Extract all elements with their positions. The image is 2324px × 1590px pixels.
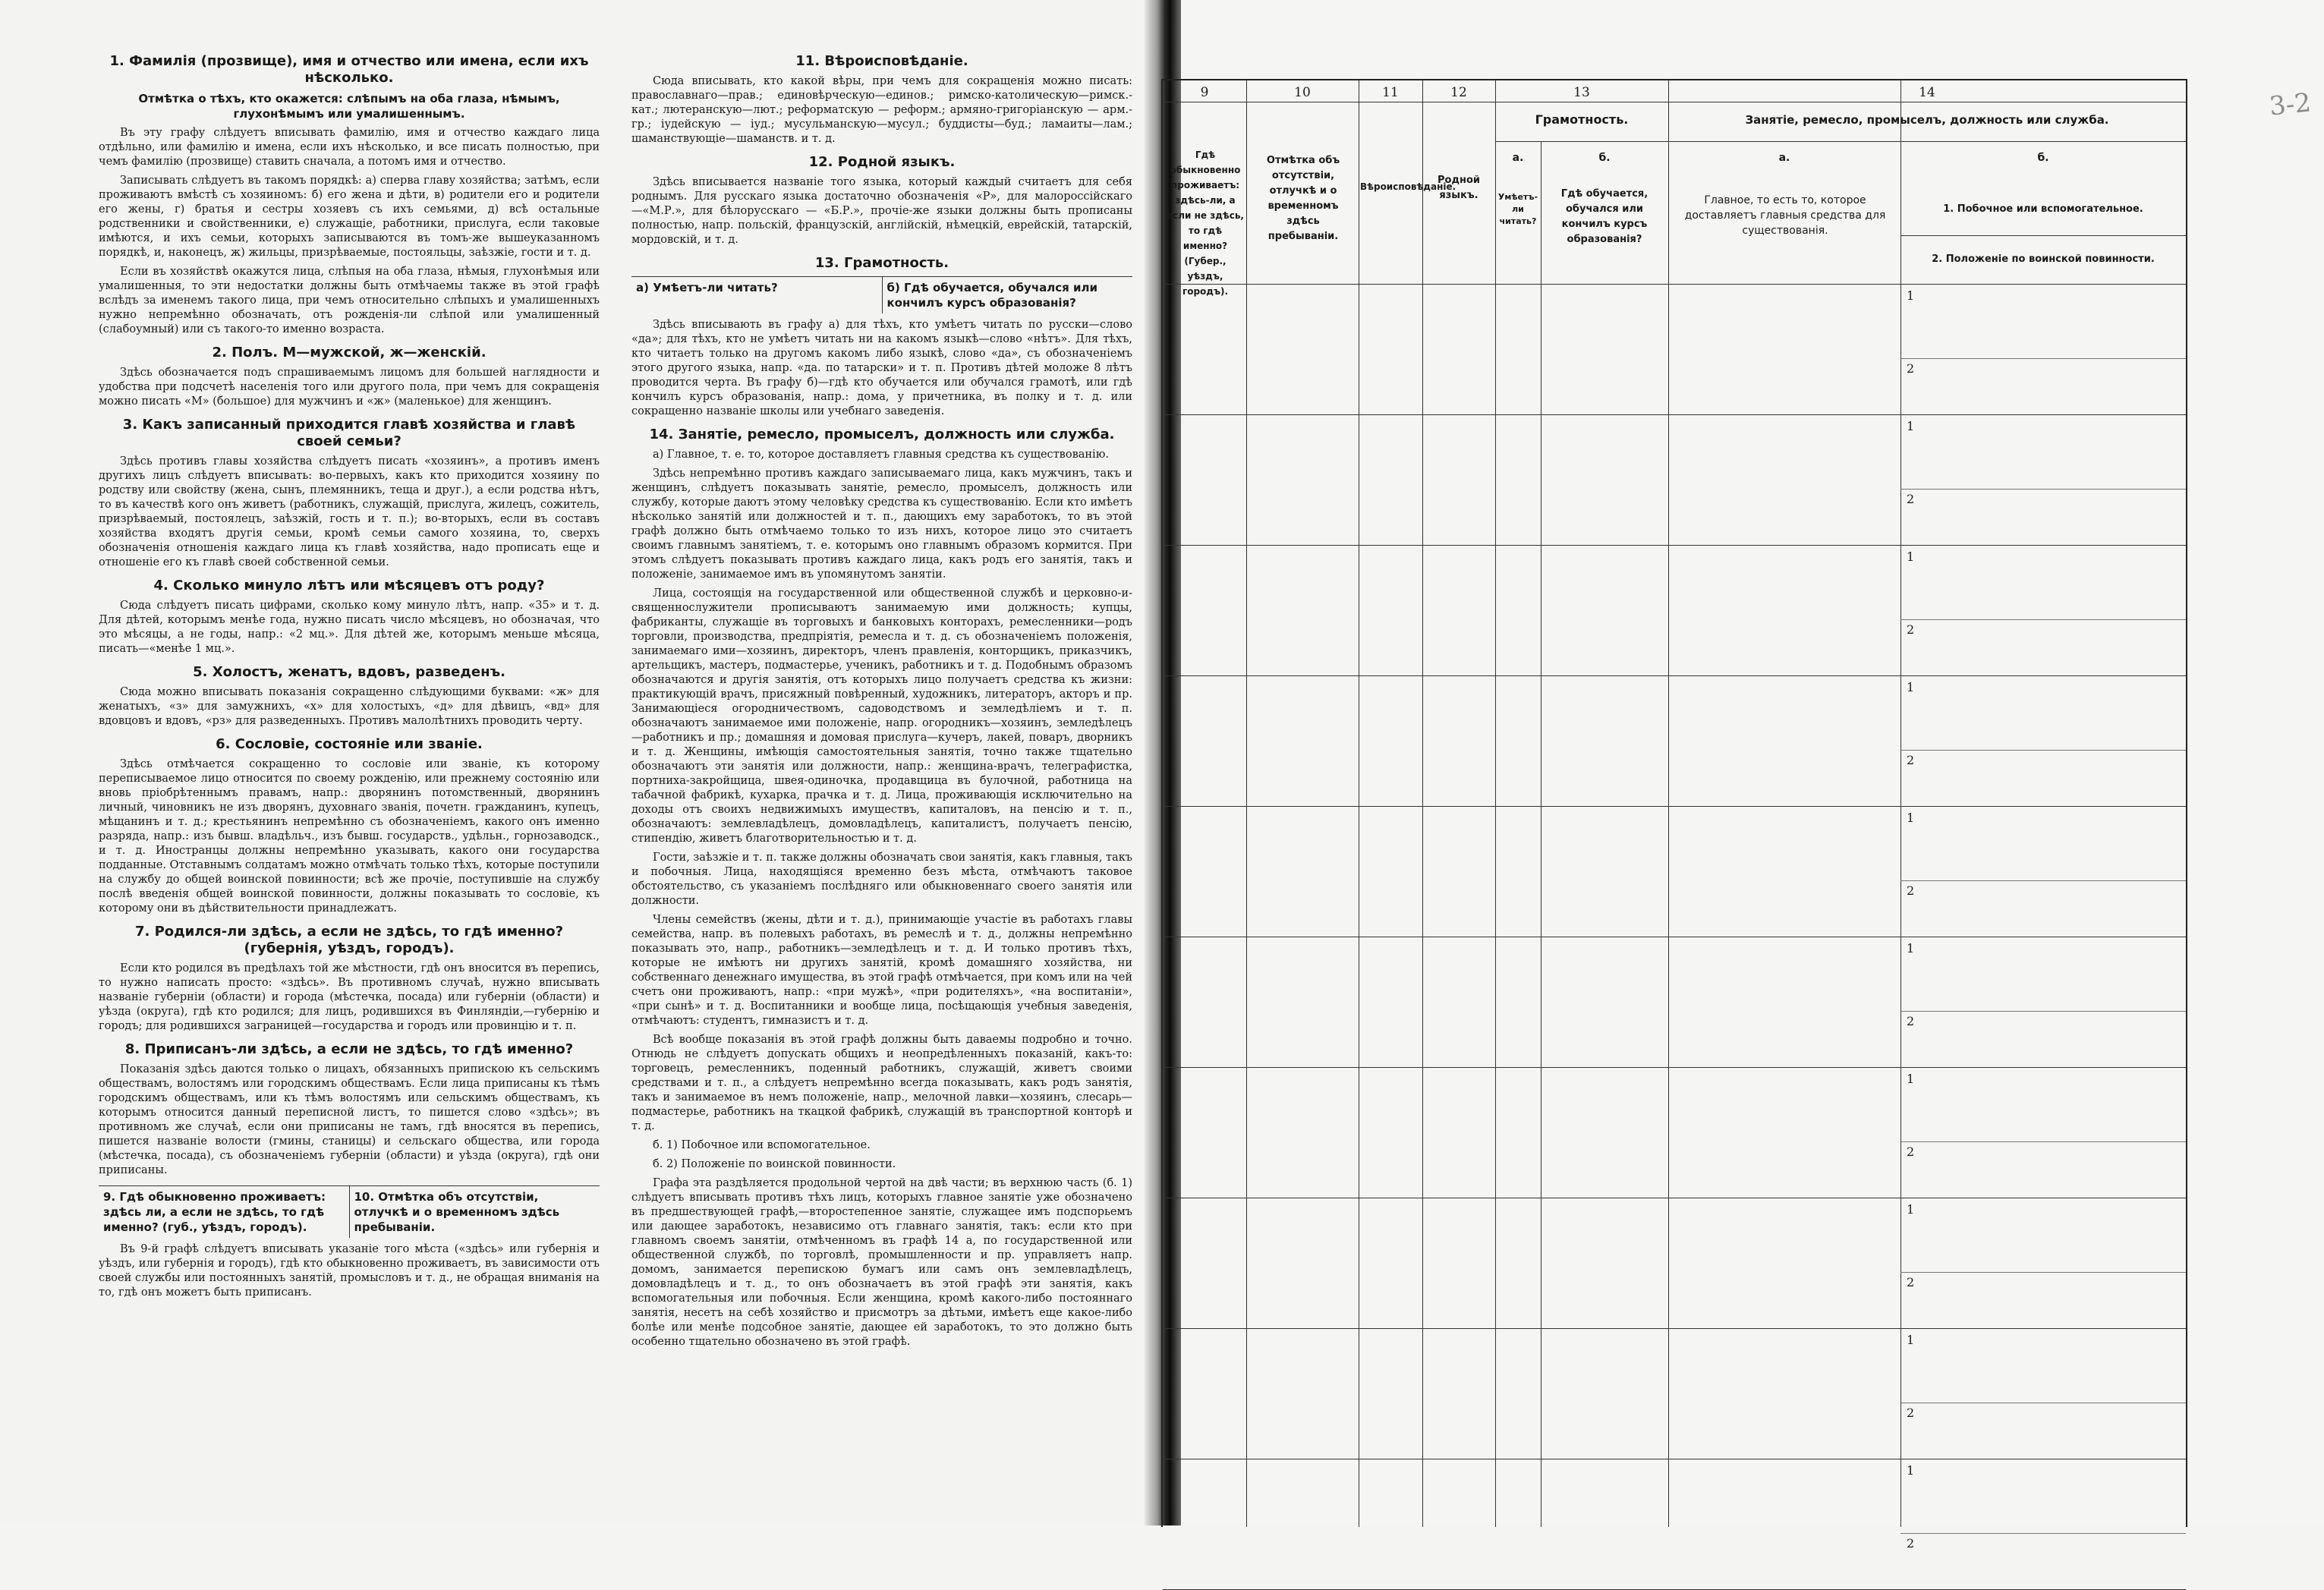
row-rule [1163, 414, 2186, 415]
header-rule [1900, 235, 2186, 236]
row-sub-label: 1 [1907, 811, 1915, 825]
instruction-section [631, 154, 1132, 247]
column-divider [1495, 80, 1496, 1527]
section-title: 7. Родился-ли здѣсь, а если не здѣсь, то гдѣ именно? (губернія, уѣздъ, городъ). [134, 924, 564, 956]
row-subrule [1900, 1011, 2186, 1012]
header-col10: Отмѣтка объ отсутствіи, отлучкѣ и о временномъ здѣсь пребываніи. [1266, 155, 1340, 242]
row-sub-label: 2 [1907, 492, 1915, 506]
row-rule [1163, 1328, 2186, 1329]
col-number-13: 13 [1573, 85, 1590, 100]
instruction-section [99, 1185, 600, 1300]
instruction-section [99, 53, 600, 337]
instruction-section [99, 417, 600, 570]
section-paragraph: Здѣсь вписывается названіе того языка, который каждый считаетъ для себя роднымъ. Для русскаго языка достаточно обозначенія «Р», для малороссійскаго—«М.Р.», для бѣлорусскаго — «Б.Р.», прочіе-же языки должны быть прописаны полностью, напр. польскій, французскій, англійскій, нѣмецкій, еврейскій, татарскій, мордовскій, и т. д. [631, 176, 1132, 246]
row-rule [1163, 675, 2186, 676]
row-sub-label: 1 [1907, 1463, 1915, 1478]
header-col12: Родной языкъ. [1438, 175, 1480, 201]
census-form-table [1161, 79, 2187, 1551]
instructions-column-left [99, 53, 600, 1308]
row-subrule [1900, 1141, 2186, 1142]
instruction-section [99, 345, 600, 409]
header-col13a: Умѣетъ-ли читать? [1497, 192, 1538, 226]
section-paragraph: Сюда вписывать, кто какой вѣры, при чемъ для сокращенія можно писать: православнаго—прав.; единовѣрческую—единов.; римско-католическую—римск.-кат.; лютеранскую—лют.; реформатскую — реформ.; армяно-григоріанскую — арм.-гр.; іудейскую — іуд.; мусульманскую—мусул.; буддисты—буд.; ламаиты—лам.; шаманствующіе—шаманств. и т. д. [631, 75, 1132, 145]
row-sub-label: 1 [1907, 549, 1915, 564]
header-col14a-label: а. [1778, 152, 1790, 164]
section-paragraph: Записывать слѣдуетъ въ такомъ порядкѣ: а) сперва главу хозяйства; затѣмъ, если проживаютъ вмѣстѣ съ хозяиномъ: б) его жена и дѣти, в) родители его и родители его жены, г) братья и сестры хозяевъ съ ихъ семьями, д) всѣ остальные родственники и свойственники, е) служащіе, работники, прислуга, если таковые имѣются, и ихъ семьи, которыхъ записываются въ томъ-же вышеуказанномъ порядкѣ, и, наконецъ, ж) жильцы, призрѣваемые, постояльцы, заѣзжіе, гости и т. д. [99, 175, 600, 259]
row-subrule [1900, 1272, 2186, 1273]
instruction-section [631, 427, 1132, 1349]
margin-pencil-note: 3-2 [2268, 87, 2313, 122]
section-title: 13. Грамотность. [814, 255, 949, 271]
row-sub-label: 2 [1907, 1275, 1915, 1289]
header-col9: Гдѣ обыкновенно проживаетъ: здѣсь-ли, а если не здѣсь, то гдѣ именно? (Губер., уѣздъ, городъ). [1167, 150, 1244, 297]
row-sub-label: 1 [1907, 1072, 1915, 1086]
section-paragraph: Гости, заѣзжіе и т. п. также должны обозначать свои занятія, какъ главныя, такъ и побочныя. Лица, находящіяся временно безъ мѣста, отмѣчаютъ таковое обстоятельство, съ указаніемъ послѣдняго или обыкновеннаго своего занятія или должности. [631, 852, 1132, 907]
section-title: 14. Занятіе, ремесло, промыселъ, должность или служба. [649, 427, 1115, 442]
section-paragraph: б. 1) Побочное или вспомогательное. [653, 1139, 871, 1151]
row-sub-label: 2 [1907, 1014, 1915, 1028]
row-subrule [1900, 619, 2186, 620]
header-col14b2: 2. Положеніе по воинской повинности. [1932, 253, 2155, 265]
row-sub-label: 1 [1907, 1333, 1915, 1347]
section-paragraph: Показанія здѣсь даются только о лицахъ, обязанныхъ припискою къ сельскимъ обществамъ, волостямъ или городскимъ обществамъ. Если лица приписаны къ тѣмъ городскимъ обществамъ, или къ тѣмъ волостямъ или сельскимъ обществамъ, къ которымъ относится данный переписной листъ, то пишется слово «здѣсь»; въ противномъ же случаѣ, если они приписаны не тамъ, гдѣ вносятся въ перепись, пишется названіе волости (гмины, станицы) и сельскаго общества, или города (мѣстечка, посада), съ обозначеніемъ губерніи (области) и уѣзда (округа), гдѣ они приписаны. [99, 1063, 600, 1176]
section-paragraph: Члены семействъ (жены, дѣти и т. д.), принимающіе участіе въ работахъ главы семейства, напр. въ полевыхъ работахъ, въ ремеслѣ и т. д., должны непремѣнно показывать это, напр., работникъ—земледѣлецъ и т. д. И только противъ тѣхъ, которые не имѣютъ ни другихъ занятій, кромѣ домашняго хозяйства, ни собственнаго денежнаго имущества, въ этой графѣ отмѣчается, при комъ или на чей счетъ они проживаютъ, напр.: «при мужѣ», «при родителяхъ», «на воспитаніи», «при сынѣ» и т. д. Воспитанники и вообще лица, посѣщающія учебныя заведенія, отмѣчаютъ: студентъ, гимназистъ и т. д. [631, 914, 1132, 1027]
row-rule [1163, 806, 2186, 807]
row-sub-label: 2 [1907, 1144, 1915, 1159]
section-paragraph: Въ эту графу слѣдуетъ вписывать фамилію, имя и отчество каждаго лица отдѣльно, или фамилію и имена, если ихъ нѣсколько, и все писать полностью, при чемъ фамилію (прозвище) ставить сначала, а потомъ имя и отчество. [99, 127, 600, 168]
column-divider [1246, 80, 1247, 1527]
section-paragraph: Если въ хозяйствѣ окажутся лица, слѣпыя на оба глаза, нѣмыя, глухонѣмыя или умалишенныя, то эти недостатки должны быть отмѣчаемы также въ этой графѣ вслѣдъ за именемъ такого лица, при чемъ относительно слѣпыхъ и умалишенныхъ нужно непремѣнно обозначать, отъ рожденія-ли слѣпой или умалишенный (слабоумный) или съ такого-то именно возраста. [99, 266, 600, 335]
section-title: 11. Вѣроисповѣданіе. [795, 53, 968, 69]
row-sub-label: 1 [1907, 680, 1915, 694]
row-rule [1163, 545, 2186, 546]
section-paragraph: Всѣ вообще показанія въ этой графѣ должны быть даваемы подробно и точно. Отнюдь не слѣдуетъ допускать общихъ и неопредѣленныхъ показаній, какъ-то: торговецъ, ремесленникъ, поденный работникъ, служащій, живетъ своими средствами и т. п., а слѣдуетъ непремѣнно всегда показывать, какъ родъ занятія, такъ и занимаемое въ немъ положеніе, напр., мелочной лавки—хозяинъ, слесарь—подмастерье, работникъ на ткацкой фабрикѣ, служащій въ транспортной конторѣ и т. д. [631, 1034, 1132, 1132]
section-title: 5. Холостъ, женатъ, вдовъ, разведенъ. [193, 664, 505, 680]
section-title: 12. Родной языкъ. [808, 154, 956, 170]
row-sub-label: 1 [1907, 1202, 1915, 1217]
section-paragraph: Здѣсь отмѣчается сокращенно то сословіе или званіе, къ которому переписываемое лицо относится по своему рожденію, или прежнему состоянію или вновь пріобрѣтеннымъ правамъ, напр.: дворянинъ потомственный, дворянинъ личный, чиновникъ не изъ дворянъ, духовнаго званія, почетн. гражданинъ, купецъ, мѣщанинъ и т. д.; крестьянинъ непремѣнно съ обозначеніемъ, какого онъ именно разряда, напр.: изъ бывш. владѣльч., изъ бывш. государств., удѣльн., горнозаводск., и т. д. Иностранцы должны непремѣнно указывать, какого они государства подданные. Отставнымъ солдатамъ можно отмѣчать только тѣхъ, которые поступили на службу до общей воинской повинности; всѣ же прочіе, поступившіе на службу послѣ введенія общей воинской повинности, должны показывать то сословіе, къ которому они въ дѣйствительности принадлежатъ. [99, 758, 600, 915]
instruction-section [99, 924, 600, 1034]
header-rule [1495, 141, 2186, 142]
section-title: 2. Полъ. М—мужской, ж—женскій. [212, 345, 487, 361]
row-subrule [1900, 358, 2186, 359]
row-sub-label: 2 [1907, 361, 1915, 376]
section-title: 1. Фамилія (прозвище), имя и отчество или имена, если ихъ нѣсколько. [109, 53, 589, 86]
instruction-section [631, 53, 1132, 146]
header-rule [1163, 284, 2186, 285]
section-title: 6. Сословіе, состояніе или званіе. [216, 736, 483, 752]
section-paragraph: а) Главное, т. е. то, которое доставляетъ главныя средства къ существованію. [653, 449, 1109, 461]
column-divider [1668, 80, 1669, 1527]
split-heading [631, 276, 1132, 313]
row-subrule [1900, 750, 2186, 751]
split-heading [99, 1185, 600, 1238]
section-title: 3. Какъ записанный приходится главѣ хозяйства и главѣ своей семьи? [122, 417, 576, 449]
header-col13a-label: а. [1512, 152, 1524, 164]
row-sub-label: 2 [1907, 753, 1915, 767]
column-divider [1900, 80, 1901, 1527]
header-col14b1: 1. Побочное или вспомогательное. [1943, 203, 2143, 215]
row-sub-label: 1 [1907, 288, 1915, 303]
row-subrule [1900, 1533, 2186, 1534]
instruction-section [99, 578, 600, 656]
row-sub-label: 1 [1907, 419, 1915, 433]
col-number-11: 11 [1382, 85, 1399, 100]
split-heading-left: а) Умѣетъ-ли читать? [636, 281, 778, 294]
section-title: 4. Сколько минуло лѣтъ или мѣсяцевъ отъ роду? [153, 578, 545, 593]
split-heading-left: 9. Гдѣ обыкновенно проживаетъ: здѣсь ли, а если не здѣсь, то гдѣ именно? (губ., уѣздъ, городъ). [103, 1190, 326, 1234]
section-paragraph: Если кто родился въ предѣлахъ той же мѣстности, гдѣ онъ вносится въ перепись, то нужно написать просто: «здѣсь». Въ противномъ случаѣ, нужно вписывать названіе губерніи (области) и города (мѣстечка, посада) или губерніи (области) и уѣзда (округа), гдѣ кто родился; для лицъ, родившихся въ Финляндіи,—губернію и городъ; для родившихся заграницей—государства и городъ или провинцію и т. п. [99, 962, 600, 1032]
header-col14a: Главное, то есть то, которое доставляетъ главныя средства для существованія. [1684, 194, 1886, 237]
split-heading-right: б) Гдѣ обучается, обучался или кончилъ курсъ образованія? [882, 277, 1133, 313]
section-paragraph: Сюда можно вписывать показанія сокращенно слѣдующими буквами: «ж» для женатыхъ, «з» для замужнихъ, «х» для холостыхъ, «д» для дѣвицъ, «вд» для вдовцовъ и вдовъ, «рз» для разведенныхъ. Противъ малолѣтнихъ проводить черту. [99, 686, 600, 727]
instruction-section [99, 736, 600, 916]
row-sub-label: 2 [1907, 1536, 1915, 1551]
split-heading-right: 10. Отмѣтка объ отсутствіи, отлучкѣ и о временномъ здѣсь пребываніи. [349, 1186, 600, 1238]
section-paragraph: Здѣсь вписывають въ графу а) для тѣхъ, кто умѣетъ читать по русски—слово «да»; для тѣхъ, кто не умѣетъ читать ни на какомъ языкѣ—слово «нѣтъ». Для тѣхъ, кто читаетъ только на другомъ какомъ либо языкѣ, слово «да», съ обозначеніемъ этого другого языка, напр. «да. по татарски» и т. п. Противъ дѣтей моложе 8 лѣтъ проводится черта. Въ графу б)—гдѣ кто обучается или обучался грамотѣ, или гдѣ кончилъ курсъ образованія, напр.: дома, у причетника, въ полку и т. д. или сокращенно названіе школы или учебнаго заведенія. [631, 319, 1132, 417]
row-sub-label: 2 [1907, 1406, 1915, 1420]
section-paragraph: Въ 9-й графѣ слѣдуетъ вписывать указаніе того мѣста («здѣсь» или губернія и уѣздъ, или губернія и городъ), гдѣ кто обыкновенно проживаетъ, въ зависимости отъ своей службы или постоянныхъ занятій, промысловъ и т. д., не обращая вниманія на то, гдѣ онъ можетъ быть приписанъ. [99, 1243, 600, 1299]
row-sub-label: 2 [1907, 883, 1915, 898]
header-col13b: Гдѣ обучается, обучался или кончилъ курсъ образованія? [1560, 188, 1649, 245]
section-paragraph: Здѣсь обозначается подъ спрашиваемымъ лицомъ для большей наглядности и удобства при подсчетѣ населенія того или другого пола, при чемъ для сокращенія можно писать «М» (большое) для мужчинъ и «ж» (маленькое) для женщинъ. [99, 367, 600, 408]
row-subrule [1900, 880, 2186, 881]
section-title: 8. Приписанъ-ли здѣсь, а если не здѣсь, то гдѣ именно? [124, 1041, 574, 1057]
section-paragraph: Здѣсь непремѣнно противъ каждаго записываемаго лица, какъ мужчинъ, такъ и женщинъ, слѣдуетъ показывать занятіе, ремесло, промыселъ, должность или службу, которые даютъ этому человѣку средства къ существованію. Если кто имѣетъ нѣсколько занятій или должностей и т. п., дающихъ ему заработокъ, то въ этой графѣ должно быть отмѣчаемо только то изъ нихъ, которое лицо это считаетъ своимъ главнымъ занятіемъ, т. е. которымъ оно главнымъ образомъ кормится. При этомъ слѣдуетъ показывать противъ каждаго лица, какъ родъ его занятія, такъ и положеніе, занимаемое имъ въ упомянутомъ занятіи. [631, 468, 1132, 581]
section-paragraph: Сюда слѣдуетъ писать цифрами, сколько кому минуло лѣтъ, напр. «35» и т. д. Для дѣтей, которымъ менѣе года, нужно писать число мѣсяцевъ, но обозначая, что это мѣсяцы, а не годы, напр.: «2 мц.». Для дѣтей же, которымъ меньше мѣсяца, писать—«менѣе 1 мц.». [99, 600, 600, 655]
section-paragraph: Здѣсь противъ главы хозяйства слѣдуетъ писать «хозяинъ», а противъ именъ другихъ лицъ слѣдуетъ вписывать: во-первыхъ, какъ кто приходится хозяину по родству или свойству (жена, сынъ, племянникъ, теща и друг.), а если родства нѣтъ, то въ качествѣ кого онъ живетъ (работникъ, служащій, прислуга, жилецъ, сожитель, призрѣваемый, постоялецъ, заѣзжій, гость и т. п.); во-вторыхъ, если въ составъ хозяйства входятъ другія семьи, кромѣ семьи самого хозяина, то, сверхъ обозначенія отношенія каждаго лица къ главѣ хозяйства, надо прописать еще и отношеніе его къ главѣ своей собственной семьи. [99, 455, 600, 568]
header-col14: Занятіе, ремесло, промыселъ, должность или служба. [1745, 113, 2109, 127]
instruction-section [99, 664, 600, 729]
section-paragraph: Графа эта раздѣляется продольной чертой на двѣ части; въ верхнюю часть (б. 1) слѣдуетъ вписывать противъ тѣхъ лицъ, которыхъ главное занятіе уже обозначено въ предшествующей графѣ,—второстепенное занятіе, служащее имъ подспорьемъ или дающее заработокъ, независимо отъ главнаго занятія, такъ: если кто при главномъ своемъ занятіи, отмѣченномъ въ графѣ 14 а, по государственной или общественной службѣ, по торговлѣ, промышленности и пр. управляетъ напр. домомъ, занимается перепискою бумагъ или самъ онъ землевладѣлецъ, домовладѣлецъ и т. д., то онъ обозначаетъ въ этой графѣ эти занятія, какъ вспомогательныя или побочныя. Если женщина, кромѣ какого-либо постояннаго занятія, несетъ на себѣ хозяйство и присмотръ за дѣтьми, имѣетъ еще какое-либо болѣе или менѣе подсобное занятіе, дающее ей заработокъ, то это должно быть особенно тщательно обозначено въ этой графѣ. [631, 1177, 1132, 1348]
col-number-9: 9 [1200, 85, 1209, 100]
row-sub-label: 1 [1907, 941, 1915, 956]
column-divider [1422, 80, 1423, 1527]
header-col11: Вѣроисповѣданіе. [1360, 181, 1456, 192]
instructions-column-right [631, 53, 1132, 1357]
instruction-section [631, 255, 1132, 419]
header-col13: Грамотность. [1535, 112, 1629, 127]
row-subrule [1900, 489, 2186, 490]
instruction-section [99, 1041, 600, 1178]
col-number-12: 12 [1450, 85, 1467, 100]
row-rule [1163, 1067, 2186, 1068]
col-number-14: 14 [1919, 85, 1935, 100]
header-col14b-label: б. [2037, 152, 2049, 164]
section-paragraph: б. 2) Положеніе по воинской повинности. [653, 1158, 896, 1170]
header-col13b-label: б. [1598, 152, 1611, 164]
section-paragraph: Лица, состоящія на государственной или общественной службѣ и церковно-и-священнослужители прописываютъ занимаемую ими должность; купцы, фабриканты, служащіе въ торговыхъ и банковыхъ конторахъ, ремесленники—родъ торговли, производства, предпріятія, ремесла и т. д. съ обозначеніемъ положенія, занимаемаго ими—хозяинъ, директоръ, членъ правленія, конторщикъ, приказчикъ, артельщикъ, мастеръ, подмастерье, ученикъ, работникъ и т. д. Подобнымъ образомъ обозначаются и другія занятія, отъ которыхъ лицо получаетъ средства къ жизни: практикующій врачъ, присяжный повѣренный, художникъ, литераторъ, акторъ и пр. Занимающіеся огородничествомъ, садоводствомъ и земледѣліемъ и т. п. обозначаютъ занимаемое ими положеніе, напр. огородникъ—хозяинъ, земледѣлецъ—работникъ и пр.; домашняя и домовая прислуга—кучеръ, лакей, поваръ, дворникъ и т. д. Женщины, имѣющія самостоятельныя занятія, точно также тщательно обозначаютъ эти занятія или должности, напр.: женщина-врачъ, телеграфистка, портниха-закройщица, швея-одиночка, продавщица въ булочной, работница на табачной фабрикѣ, кухарка, прачка и т. д. Лица, проживающія исключительно на доходы отъ своихъ недвижимыхъ имуществъ, капиталовъ, на пенсію и т. п., обозначаютъ: землевладѣлецъ, домовладѣлецъ, капиталистъ, получаетъ пенсію, стипендію, живетъ благотворительностью и т. д. [631, 587, 1132, 845]
row-sub-label: 2 [1907, 622, 1915, 637]
section-subtitle: Отмѣтка о тѣхъ, кто окажется: слѣпымъ на оба глаза, нѣмымъ, глухонѣмымъ или умалишеннымъ. [138, 92, 560, 121]
col-number-10: 10 [1294, 85, 1311, 100]
